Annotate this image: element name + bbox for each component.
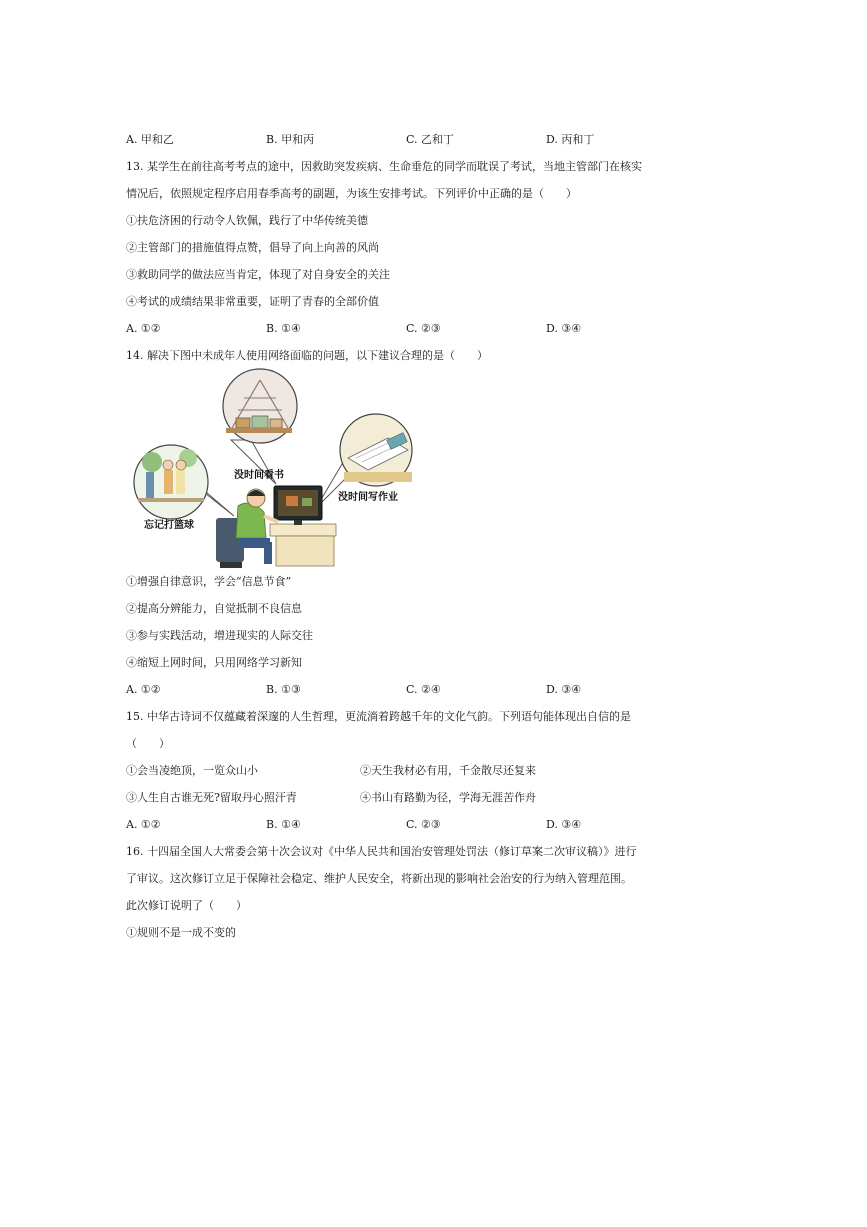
q15-statement-1: ①会当凌绝顶，一览众山小 [126, 764, 258, 777]
q13-statement-1: ①扶危济困的行动令人钦佩，践行了中华传统美德 [126, 214, 368, 227]
q13-statement-2: ②主管部门的措施值得点赞，倡导了向上向善的风尚 [126, 241, 379, 254]
q14-statement-1: ①增强自律意识，学会“信息节食” [126, 575, 292, 588]
q15-option-a: A. ①② [126, 818, 161, 831]
bubble-books [223, 369, 297, 443]
q16-stem-line2: 了审议。这次修订立足于保障社会稳定、维护人民安全，将新出现的影响社会治安的行为纳入管理范围。 [126, 872, 632, 885]
q14-statement-4: ④缩短上网时间，只用网络学习新知 [126, 656, 302, 669]
q15-option-b: B. ①④ [266, 818, 301, 831]
q14-option-c: C. ②④ [406, 683, 441, 696]
q15-stem-line2: （ ） [126, 737, 170, 750]
q12-option-c: C. 乙和丁 [406, 133, 455, 146]
q14-statement-2: ②提高分辨能力，自觉抵制不良信息 [126, 602, 302, 615]
q12-option-d: D. 丙和丁 [546, 133, 595, 146]
q15-option-c: C. ②③ [406, 818, 441, 831]
q16-stem-line1: 16. 十四届全国人大常委会第十次会议对《中华人民共和国治安管理处罚法（修订草案二次审议稿）》进行 [126, 845, 637, 858]
label-forgot-basketball: 忘记打篮球 [144, 520, 194, 531]
bubble-basketball [134, 445, 208, 519]
q13-stem-line2: 情况后，依照规定程序启用春季高考的副题，为该生安排考试。下列评价中正确的是（ ） [126, 187, 577, 200]
q15-statement-4: ④书山有路勤为径，学海无涯苦作舟 [360, 791, 536, 804]
q15-stem-line1: 15. 中华古诗词不仅蕴藏着深邃的人生哲理，更流淌着跨越千年的文化气韵。下列语句能体现出自信的是 [126, 710, 631, 723]
q15-option-d: D. ③④ [546, 818, 582, 831]
q14-statement-3: ③参与实践活动，增进现实的人际交往 [126, 629, 313, 642]
q16-stem-line3: 此次修订说明了（ ） [126, 899, 247, 912]
q14-stem: 14. 解决下图中未成年人使用网络面临的问题，以下建议合理的是（ ） [126, 349, 488, 362]
q13-statement-3: ③救助同学的做法应当肯定，体现了对自身安全的关注 [126, 268, 390, 281]
q15-statement-3: ③人生自古谁无死?留取丹心照汗青 [126, 791, 297, 804]
q13-option-c: C. ②③ [406, 322, 441, 335]
boy-at-computer [216, 486, 336, 568]
q13-option-a: A. ①② [126, 322, 161, 335]
q13-option-d: D. ③④ [546, 322, 582, 335]
q14-option-d: D. ③④ [546, 683, 582, 696]
q15-statement-2: ②天生我材必有用，千金散尽还复来 [360, 764, 536, 777]
q13-statement-4: ④考试的成绩结果非常重要，证明了青春的全部价值 [126, 295, 379, 308]
q13-stem-line1: 13. 某学生在前往高考考点的途中，因救助突发疾病、生命垂危的同学而耽误了考试，当地主管部门在核实 [126, 160, 642, 173]
q16-statement-1: ①规则不是一成不变的 [126, 926, 236, 939]
bubble-homework [340, 414, 412, 486]
q14-option-b: B. ①③ [266, 683, 301, 696]
label-no-time-homework: 没时间写作业 [338, 492, 398, 503]
q14-option-a: A. ①② [126, 683, 161, 696]
label-no-time-books: 没时间看书 [234, 470, 284, 481]
q12-option-a: A. 甲和乙 [126, 133, 174, 146]
q12-option-b: B. 甲和丙 [266, 133, 315, 146]
internet-addiction-illustration [126, 366, 426, 570]
q13-option-b: B. ①④ [266, 322, 301, 335]
